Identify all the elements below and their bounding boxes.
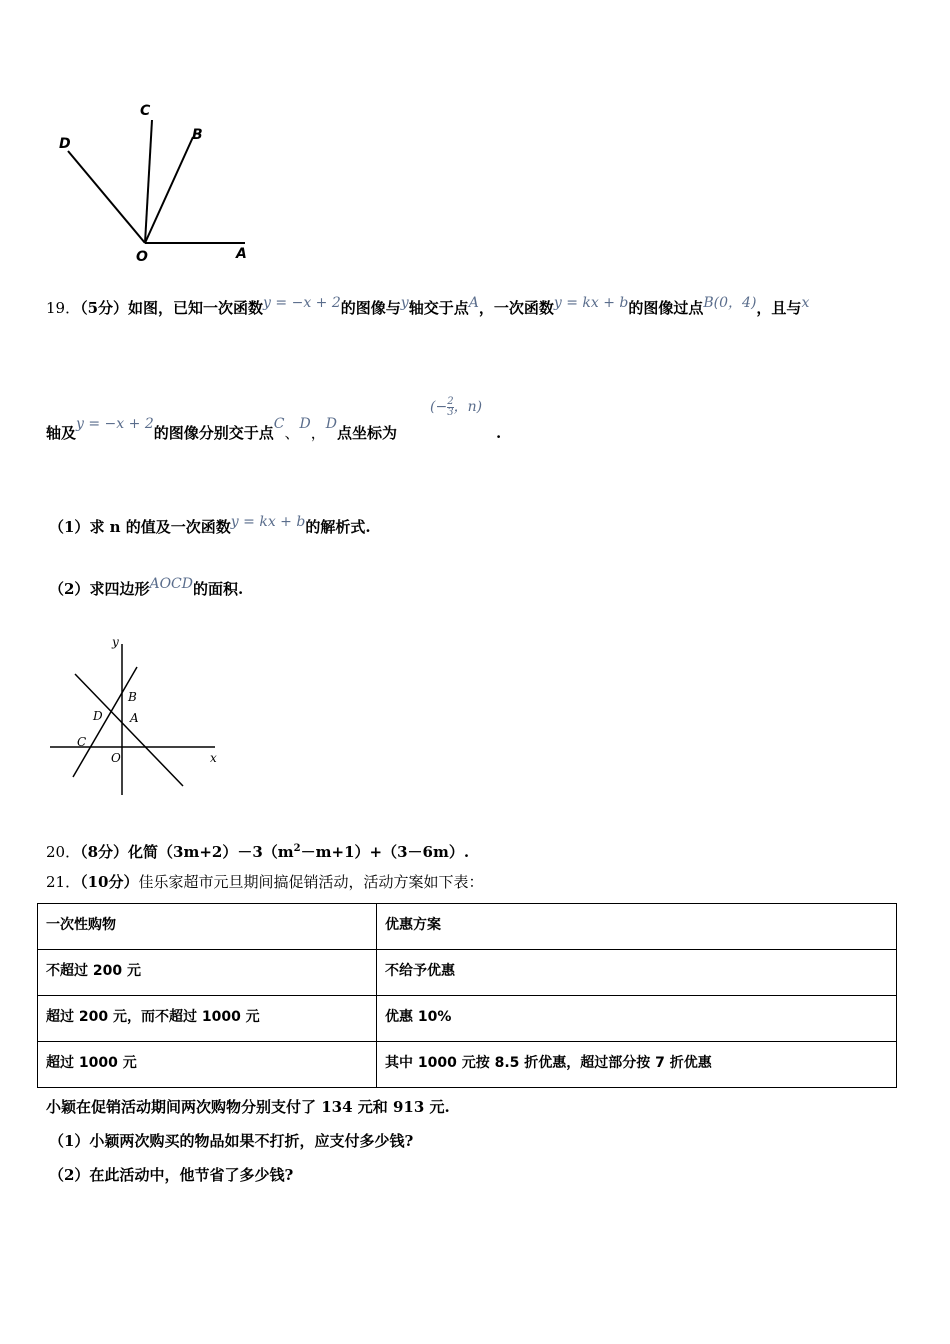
q21-sub2: （2）在此活动中，他节省了多少钱? [49,1166,294,1184]
q19-sep-2: ， [310,424,326,442]
table-row [38,950,897,996]
label-x: x [210,751,217,765]
table-cell: 超过 200 元，而不超过 1000 元 [38,996,377,1042]
coord-close: ，n) [453,399,483,415]
q19-text-3: 轴交于点 [408,299,469,317]
label-a: A [236,246,247,262]
q19-text-9: 点坐标为 [336,424,397,442]
q19-sub1-label: （1） [49,518,90,536]
q19-sub1 [49,514,371,538]
q21-intro [46,872,483,892]
label-y: y [112,635,119,649]
line-cb [73,667,137,777]
table-cell: 其中 1000 元按 8.5 折优惠，超过部分按 7 折优惠 [377,1042,897,1088]
table-header-cell: 优惠方案 [377,904,897,950]
label-c: C [140,103,151,119]
q19-line2 [46,416,397,444]
q19-sub2 [49,576,244,600]
frac-denominator: 3 [447,406,454,418]
table-header-row [38,904,897,950]
q19-sub2-shape: AOCD [149,576,193,592]
q20-score: （8分） [80,843,129,861]
q19-sub2-label: （2） [49,580,90,598]
label-o: O [136,249,148,265]
q19-coordinate [430,396,482,418]
q21-text: 佳乐家超市元旦期间搞促销活动，活动方案如下表： [138,873,484,891]
ray-ob [145,137,193,243]
q19-sub1-eq: y = kx + b [230,514,306,530]
coord-open: (− [430,399,448,415]
q19-sub2-end: 的面积. [192,580,244,598]
q19-text-7: 轴及 [46,424,77,442]
q19-sub2-text: 求四边形 [89,580,150,598]
ray-od [68,151,145,243]
label-b: B [192,127,203,143]
q19-sep-1: 、 [284,424,300,442]
q19-number: 19． [46,299,81,317]
q19-sub1-text: 求 n 的值及一次函数 [89,518,231,536]
table-cell: 不超过 200 元 [38,950,377,996]
q19-text-5: 的图像过点 [628,299,704,317]
promotion-table [37,903,897,1088]
table-cell: 优惠 10% [377,996,897,1042]
label-b2: B [128,690,137,704]
q19-y-axis: y [400,295,409,311]
q19-point-d2: D [325,416,337,432]
label-o2: O [111,751,121,765]
label-d: D [59,136,71,152]
q19-score: （5分） [80,299,129,317]
frac-numerator: 2 [447,395,454,407]
ray-oc [145,120,152,243]
table-row [38,996,897,1042]
label-a2: A [130,711,139,725]
q19-eq1: y = −x + 2 [263,295,341,311]
q19-text-8: 的图像分别交于点 [153,424,274,442]
q19-eq2: y = kx + b [553,295,629,311]
coordinate-figure [45,632,230,802]
angle-figure [50,95,260,270]
table-cell: 不给予优惠 [377,950,897,996]
q20-exponent: 2 [293,843,301,854]
q19-point-c: C [273,416,285,432]
q19-eq3: y = −x + 2 [76,416,154,432]
table-header-cell: 一次性购物 [38,904,377,950]
q21-score: （10分） [80,873,139,891]
q20-number: 20． [46,843,81,861]
q21-after: 小颖在促销活动期间两次购物分别支付了 134 元和 913 元. [46,1098,450,1116]
q19-period: . [496,424,502,442]
q19-point-b: B(0，4) [703,295,757,311]
q19-text-2: 的图像与 [340,299,401,317]
q21-number: 21． [46,873,81,891]
label-d2: D [93,709,103,723]
q19-line1 [46,295,810,319]
q19-point-d: D [299,416,311,432]
table-cell: 超过 1000 元 [38,1042,377,1088]
q19-point-a: A [468,295,479,311]
table-row [38,1042,897,1088]
q19-text-6: ，且与 [756,299,802,317]
q20 [46,839,469,862]
label-c2: C [77,735,87,749]
q19-sub1-end: 的解析式. [305,518,371,536]
q20-text-b: －m+1）+（3－6m）. [300,843,470,861]
q19-text-4: ，一次函数 [478,299,554,317]
q21-sub1: （1）小颖两次购买的物品如果不打折，应支付多少钱? [49,1132,414,1150]
q19-x-axis: x [801,295,810,311]
q19-text-1: 如图，已知一次函数 [128,299,264,317]
q20-text-a: 化简（3m+2）－3（m [128,843,294,861]
